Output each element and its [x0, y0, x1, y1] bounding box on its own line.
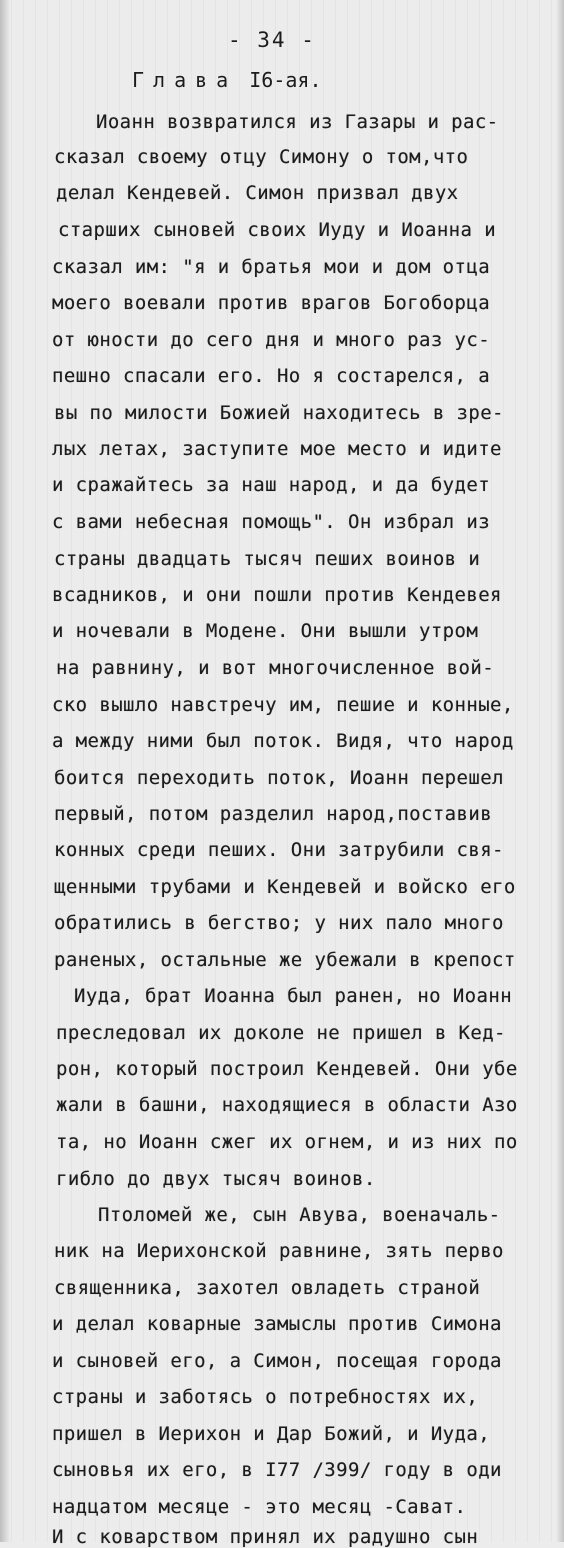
- chapter-heading-word: Глава: [132, 68, 238, 92]
- text-line: от юности до сего дня и много раз ус-: [52, 329, 491, 351]
- text-line: и ночевали в Модене. Они вышли утром: [52, 620, 479, 642]
- text-line: сказал им: "я и братья мои и дом отца: [52, 256, 491, 278]
- text-line: делал Кендевей. Симон призвал двух: [56, 182, 459, 204]
- text-line: Иуда, брат Иоанна был ранен, но Иоанн: [74, 985, 513, 1007]
- text-line: пришел в Иерихон и Дар Божий, и Иуда,: [52, 1423, 491, 1445]
- text-line: ник на Иерихонской равнине, зять перво: [54, 1240, 504, 1262]
- text-line: надцатом месяце - это месяц -Сават.: [52, 1496, 467, 1518]
- text-line: боится переходить поток, Иоанн перешел: [54, 767, 504, 789]
- text-line: первый, потом разделил народ,поставив: [54, 803, 493, 825]
- text-line: гибло до двух тысяч воинов.: [56, 1168, 376, 1190]
- chapter-heading: [132, 68, 322, 92]
- text-line: та, но Иоанн сжег их огнем, и из них по: [56, 1131, 518, 1153]
- text-line: священника, захотел овладеть страной: [54, 1277, 481, 1299]
- text-line: сыновья их его, в I77 /399/ году в оди: [52, 1459, 502, 1481]
- text-line: обратились в бегство; у них пало много: [54, 912, 504, 934]
- text-line: раненых, остальные же убежали в крепост: [54, 949, 516, 971]
- text-line: и делал коварные замыслы против Симона: [52, 1313, 502, 1335]
- text-line: И с коварством принял их радушно сын: [52, 1526, 479, 1548]
- text-line: Птоломей же, сын Авува, военачаль-: [98, 1204, 501, 1226]
- text-line: страны и заботясь о потребностях их,: [52, 1386, 479, 1408]
- text-line: лых летах, заступите мое место и идите: [52, 438, 502, 460]
- text-line: моего воевали против врагов Богоборца: [52, 292, 491, 314]
- text-line: пешно спасали его. Но я состарелся, а: [52, 365, 491, 387]
- text-line: конных среди пеших. Они затрубили свя-: [54, 839, 504, 861]
- text-line: и сыновей его, а Симон, посещая города: [52, 1350, 502, 1372]
- page-number: - 34 -: [228, 28, 316, 52]
- text-line: а между ними был поток. Видя, что народ: [52, 730, 514, 752]
- text-line: сказал своему отцу Симону о том,что: [54, 146, 469, 168]
- text-line: вы по милости Божией находитесь в зре-: [54, 402, 504, 424]
- text-line: рон, который построил Кендевей. Они убе: [56, 1058, 518, 1080]
- text-line: с вами небесная помощь". Он избрал из: [52, 511, 491, 533]
- text-line: и сражайтесь за наш народ, и да будет: [52, 474, 491, 496]
- text-line: на равнину, и вот многочисленное вой-: [56, 657, 495, 679]
- text-line: старших сыновей своих Иуду и Иоанна и: [58, 219, 497, 241]
- text-line: всадников, и они пошли против Кендевея: [52, 584, 502, 606]
- text-line: щенными трубами и Кендевей и войско его: [54, 876, 516, 898]
- chapter-heading-number: I6-ая.: [237, 68, 322, 92]
- text-line: Иоанн возвратился из Газары и рас-: [96, 111, 499, 133]
- text-line: жали в башни, находящиеся в области Азо: [56, 1094, 518, 1116]
- text-line: ско вышло навстречу им, пешие и конные,: [52, 694, 514, 716]
- left-page-edge: [0, 0, 10, 1542]
- text-line: преследовал их доколе не пришел в Кед-: [56, 1022, 506, 1044]
- right-page-edge: [556, 0, 564, 1542]
- text-line: страны двадцать тысяч пеших воинов и: [54, 548, 481, 570]
